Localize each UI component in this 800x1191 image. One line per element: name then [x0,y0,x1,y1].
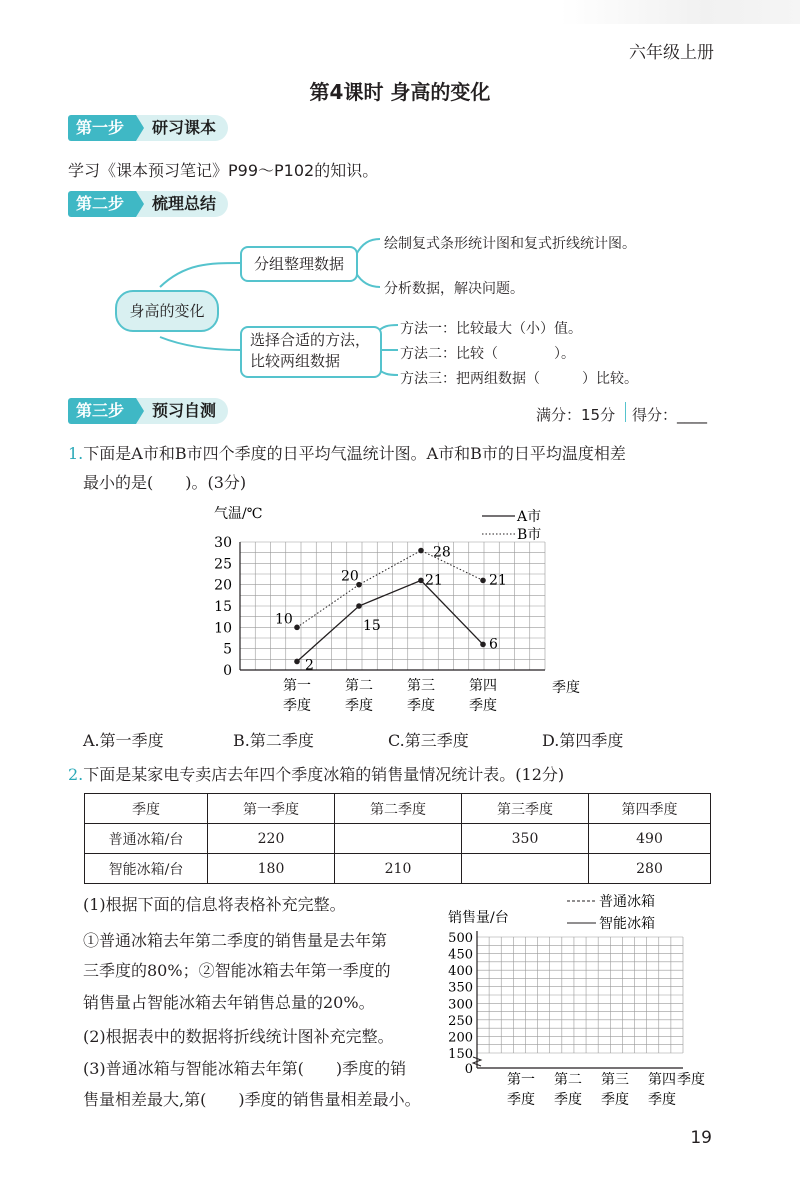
y-tick-label: 20 [214,577,232,594]
x-tick-label: 第四 [469,678,497,694]
step1-banner [68,114,228,142]
y-tick-label: 25 [214,556,232,573]
q2-part1: (1)根据下面的信息将表格补充完整。 [83,895,346,914]
x-tick-label: 第一 [283,678,311,694]
y-tick-label: 15 [214,599,232,615]
table-cell-blank[interactable] [462,854,589,884]
q1-stem-text: 下面是A市和B市四个季度的日平均气温统计图。A市和B市的日平均温度相差 [83,444,626,463]
table-header-cell: 季度 [85,794,208,824]
y-tick-label: 450 [448,947,473,963]
data-label: 21 [425,572,443,589]
y-tick-label: 400 [448,964,473,980]
step3-tag: 第三步 [68,398,136,424]
sales-line-chart[interactable] [440,885,720,1115]
step3-banner [68,397,228,425]
lesson-title: 第4课时 身高的变化 [309,80,491,104]
data-label: 2 [305,657,314,674]
data-point [356,603,362,609]
table-header-cell: 第二季度 [335,794,462,824]
temperature-line-chart [200,500,600,720]
table-cell: 智能冰箱/台 [85,854,208,884]
x-tick-label: 季度 [554,1092,582,1108]
q2-info-line1: ①普通冰箱去年第二季度的销售量是去年第 [83,931,388,950]
q2-part3-line1: (3)普通冰箱与智能冰箱去年第( )季度的销 [83,1059,407,1078]
step2-tag: 第二步 [68,191,136,217]
q1-number: 1. [68,444,84,463]
axis-break-mark [473,1057,481,1066]
x-tick-label: 第一 [507,1072,535,1088]
table-cell: 210 [335,854,462,884]
legend-label: 普通冰箱 [599,894,655,910]
sales-table [84,793,711,884]
table-cell: 350 [462,824,589,854]
x-tick-label: 季度 [345,698,373,714]
step2-banner [68,190,228,218]
data-label: 21 [489,572,507,589]
y-tick-label: 0 [223,663,232,679]
x-tick-label: 季度 [469,698,497,714]
top-decoration [560,0,800,24]
branch1-leaf-1: 绘制复式条形统计图和复式折线统计图。 [384,236,636,252]
data-label: 20 [341,568,359,585]
q1-stem-line1 [68,441,626,464]
q1-choice-d[interactable]: D.第四季度 [542,731,624,750]
data-point [294,659,300,665]
page-number: 19 [690,1128,712,1148]
table-header-cell: 第一季度 [208,794,335,824]
step2-name: 梳理总结 [136,191,228,217]
q2-stem [68,762,564,785]
q2-part2: (2)根据表中的数据将折线统计图补充完整。 [83,1027,394,1046]
table-cell-blank[interactable] [335,824,462,854]
data-label: 28 [433,544,451,561]
q1-choice-c[interactable]: C.第三季度 [388,731,469,750]
data-point [294,625,300,631]
score-blank: 得分：____ [632,406,708,424]
legend-label: A市 [517,509,542,525]
y-tick-label: 350 [448,980,473,996]
step1-name: 研习课本 [136,115,228,141]
table-header-cell: 第三季度 [462,794,589,824]
table-cell: 普通冰箱/台 [85,824,208,854]
mindmap-branch2-line2: 比较两组数据 [250,352,341,370]
x-tick-label: 季度 [648,1092,676,1108]
table-row [85,824,711,854]
branch2-leaf-2: 方法二：比较（ ）。 [400,346,575,362]
table-cell: 220 [208,824,335,854]
y-tick-label: 300 [448,997,473,1013]
q1-choice-a[interactable]: A.第一季度 [83,731,164,750]
x-tick-label: 第三 [601,1072,629,1088]
y-tick-label: 500 [448,931,473,946]
x-axis-label: 季度 [552,680,580,696]
mindmap-root: 身高的变化 [115,290,219,332]
step1-tag: 第一步 [68,115,136,141]
x-tick-label: 第二 [554,1072,582,1088]
x-tick-label: 季度 [507,1092,535,1108]
q2-info-line3: 销售量占智能冰箱去年销售总量的20%。 [83,993,375,1012]
x-tick-label: 季度 [601,1092,629,1108]
y-axis-label: 销售量/台 [448,910,509,926]
x-tick-label: 第四 [648,1072,676,1088]
step1-text: 学习《课本预习笔记》P99～P102的知识。 [68,161,379,180]
q2-part3-line2: 售量相差最大,第( )季度的销售量相差最小。 [83,1090,421,1109]
q1-stem-line2: 最小的是( )。(3分) [83,473,247,492]
x-tick-label: 第二 [345,678,373,694]
data-label: 6 [489,636,498,653]
full-score: 满分：15分 [536,406,616,424]
q1-choice-b[interactable]: B.第二季度 [233,731,314,750]
y-tick-label: 0 [464,1062,473,1077]
y-tick-label: 250 [448,1013,473,1029]
x-tick-label: 第三 [407,678,435,694]
y-tick-label: 200 [448,1030,473,1046]
table-cell: 490 [589,824,711,854]
mindmap-branch2 [240,326,382,378]
table-header-row [85,794,711,824]
data-point [418,578,424,584]
q2-number: 2. [68,765,84,784]
data-point [418,548,424,554]
branch2-leaf-3: 方法三：把两组数据（ ）比较。 [400,371,638,387]
y-axis-label: 气温/℃ [214,506,263,522]
data-point [480,578,486,584]
y-tick-label: 10 [214,620,232,637]
y-tick-label: 5 [223,641,232,658]
mindmap-branch2-line1: 选择合适的方法， [250,331,371,349]
table-cell: 180 [208,854,335,884]
mindmap-branch1: 分组整理数据 [240,246,358,282]
table-header-cell: 第四季度 [589,794,711,824]
data-point [480,642,486,648]
y-tick-label: 150 [448,1047,473,1062]
data-label: 15 [363,618,381,634]
legend-label: B市 [517,527,542,543]
legend-label: 智能冰箱 [599,916,655,932]
data-label: 10 [275,611,293,628]
table-cell: 280 [589,854,711,884]
step3-name: 预习自测 [136,398,228,424]
branch2-leaf-1: 方法一：比较最大（小）值。 [400,321,582,337]
x-tick-label: 季度 [407,698,435,714]
series-line [297,580,483,661]
q2-stem-text: 下面是某家电专卖店去年四个季度冰箱的销售量情况统计表。(12分) [83,765,565,784]
x-axis-label: 季度 [677,1072,705,1088]
score-divider [625,402,626,422]
q2-info-line2: 三季度的80%；②智能冰箱去年第一季度的 [83,961,391,980]
grade-label: 六年级上册 [629,43,714,63]
branch1-leaf-2: 分析数据，解决问题。 [384,281,524,297]
table-row [85,854,711,884]
y-tick-label: 30 [214,535,232,551]
x-tick-label: 季度 [283,698,311,714]
